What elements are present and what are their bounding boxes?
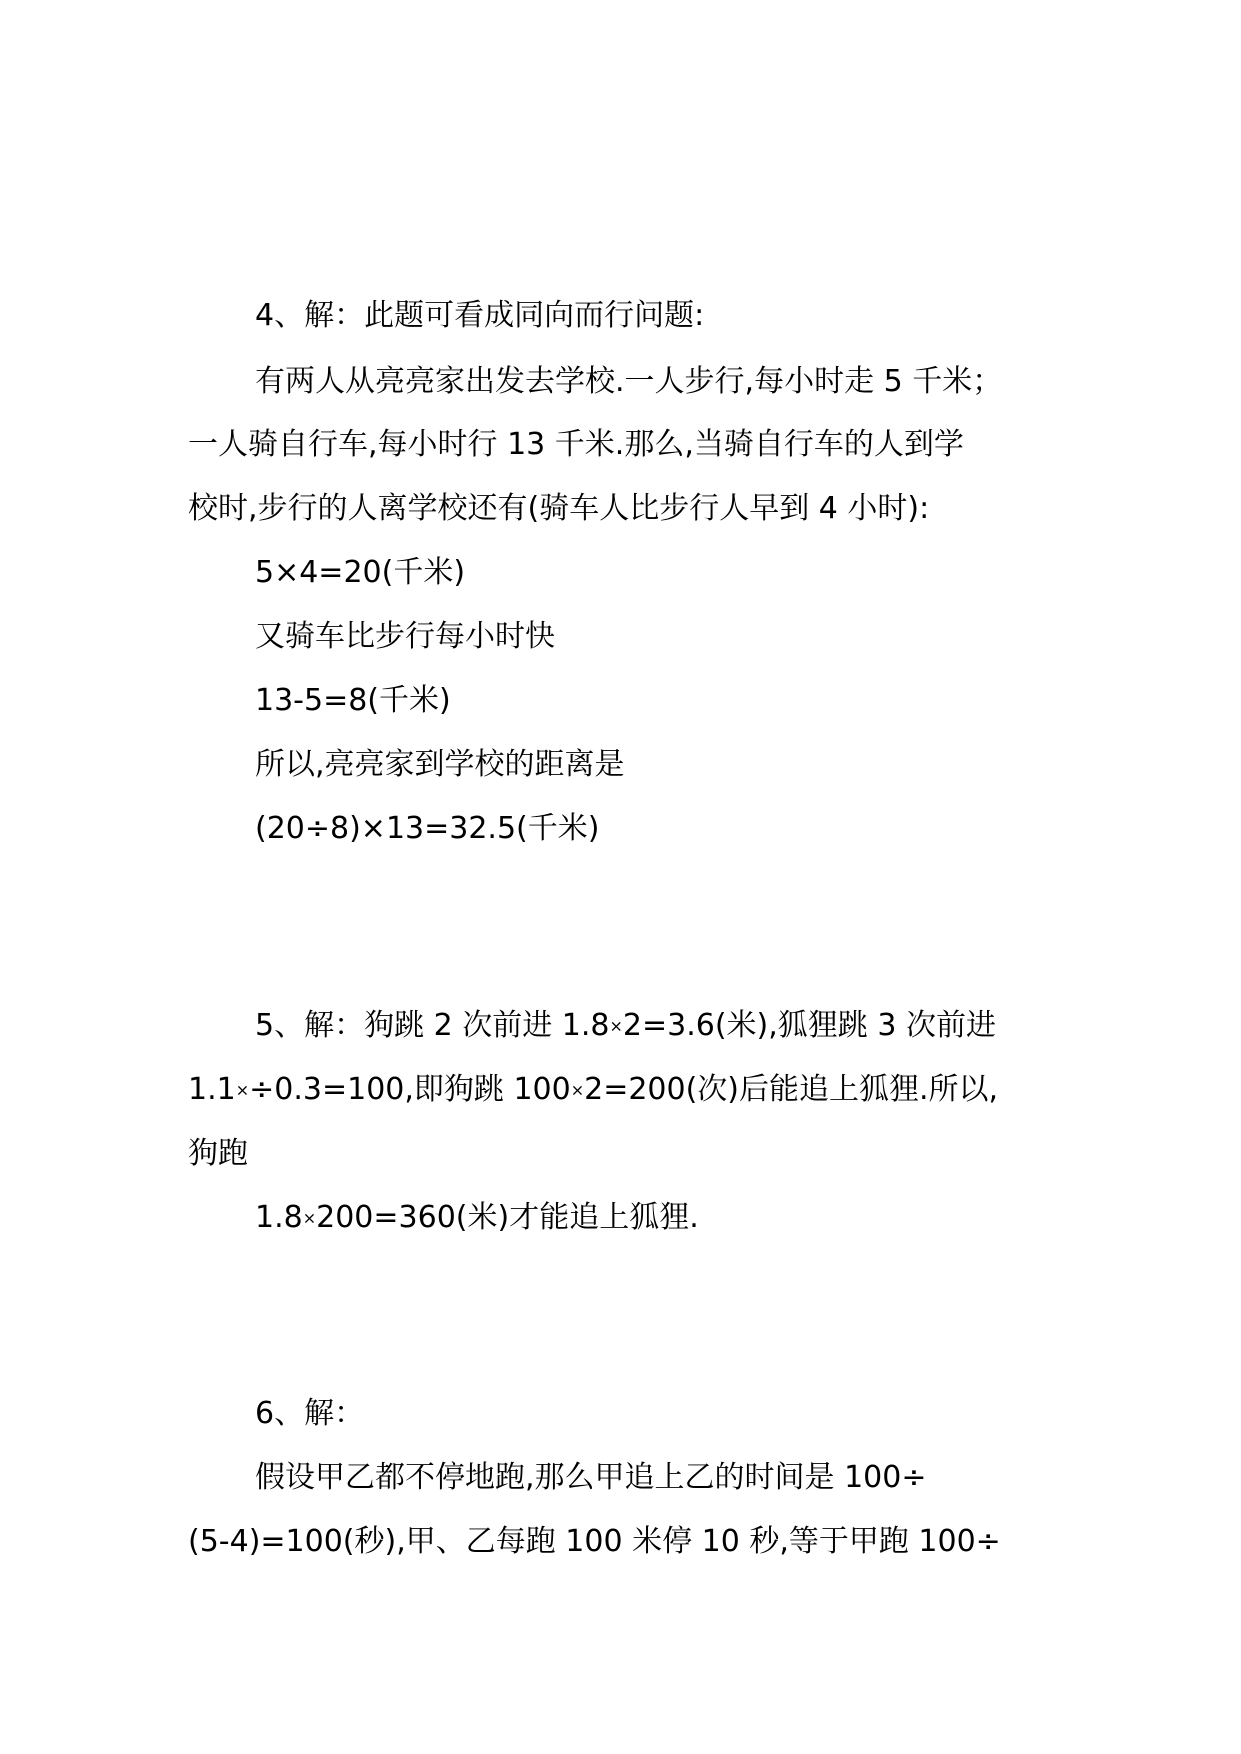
section5-line4-part2: 200=360(米)才能追上狐狸. <box>316 1200 699 1235</box>
section5-line3: 狗跑 <box>188 1136 248 1171</box>
section5-line1-part2: 2=3.6(米),狐狸跳 3 次前进 <box>622 1008 996 1043</box>
section4-paragraph1-line2: 一人骑自行车,每小时行 13 千米.那么,当骑自行车的人到学 <box>188 427 964 462</box>
multiply-sign: × <box>609 1016 623 1036</box>
section4-equation3: (20÷8)×13=32.5(千米) <box>255 811 600 846</box>
section4-equation2: 13-5=8(千米) <box>255 683 451 718</box>
section5-line1-part1: 5、解：狗跳 2 次前进 1.8 <box>255 1008 610 1043</box>
section5-line2-part3: 2=200(次)后能追上狐狸.所以, <box>584 1072 999 1107</box>
section5-line4 <box>255 1198 1135 1238</box>
section6-title: 6、解： <box>255 1396 365 1431</box>
section4-title: 4、解：此题可看成同向而行问题: <box>255 298 705 333</box>
section5-line2-part2: ÷0.3=100,即狗跳 100 <box>249 1072 571 1107</box>
section6-line2: (5-4)=100(秒),甲、乙每跑 100 米停 10 秒,等于甲跑 100÷ <box>188 1524 1001 1559</box>
section5-line2-part1: 1.1 <box>188 1072 236 1107</box>
multiply-sign: × <box>302 1208 317 1228</box>
section4-paragraph3: 所以,亮亮家到学校的距离是 <box>255 747 625 782</box>
section5-line2 <box>188 1070 1068 1110</box>
section4-equation1: 5×4=20(千米) <box>255 555 466 590</box>
section4-paragraph2: 又骑车比步行每小时快 <box>255 619 555 654</box>
section5-line1 <box>255 1006 1135 1046</box>
multiply-sign: × <box>235 1080 250 1100</box>
multiply-sign: × <box>570 1080 585 1100</box>
section4-paragraph1-line3: 校时,步行的人离学校还有(骑车人比步行人早到 4 小时): <box>188 491 930 526</box>
section5-line4-part1: 1.8 <box>255 1200 303 1235</box>
section6-line1: 假设甲乙都不停地跑,那么甲追上乙的时间是 100÷ <box>255 1460 927 1495</box>
section4-paragraph1-line1: 有两人从亮亮家出发去学校.一人步行,每小时走 5 千米； <box>255 364 1003 399</box>
